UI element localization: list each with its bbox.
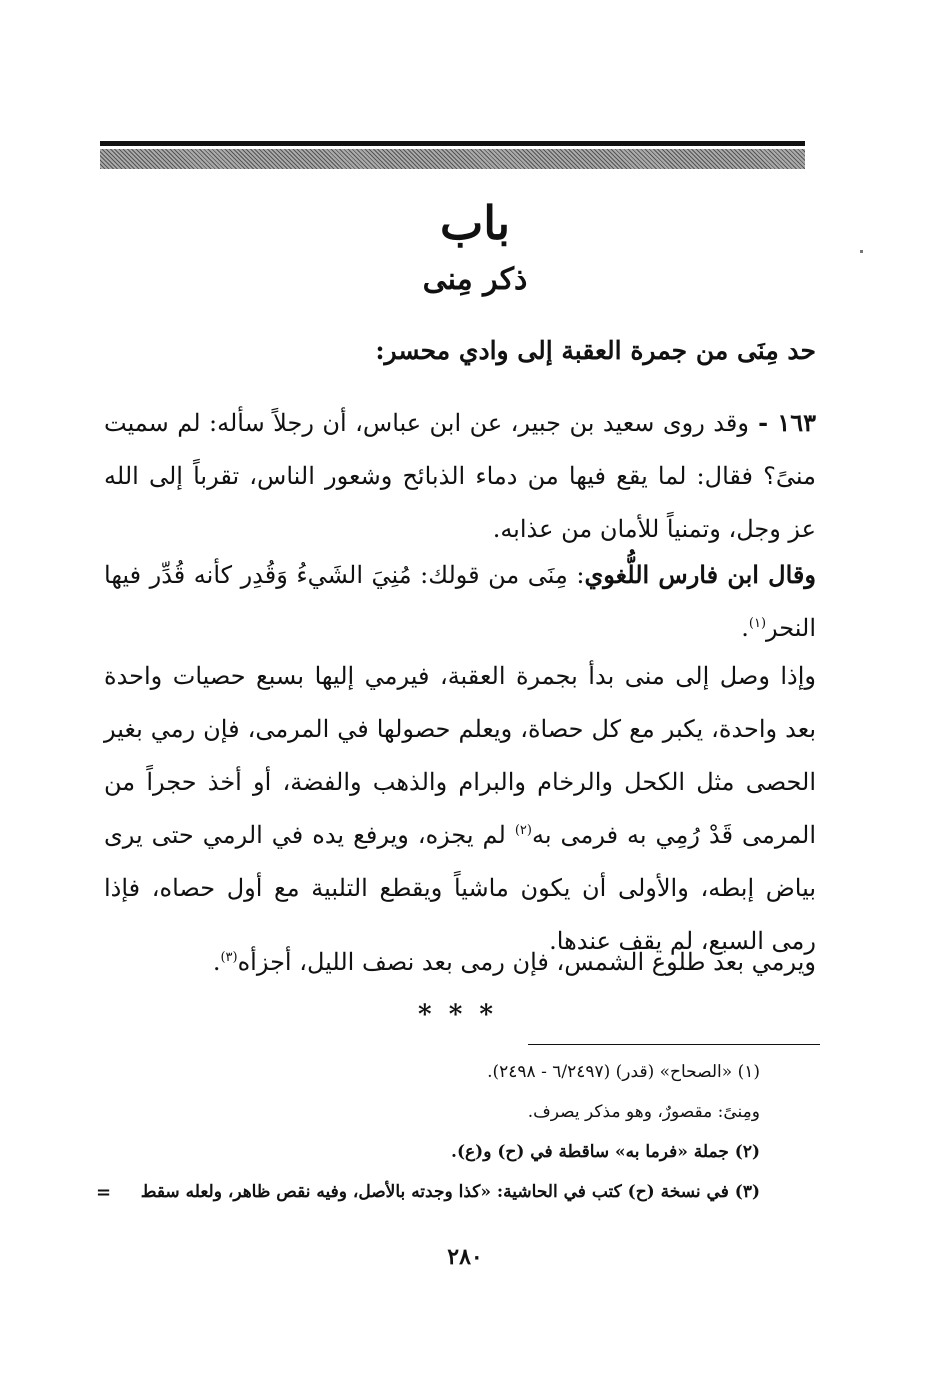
paragraph-end: . <box>212 948 221 976</box>
paragraph-text: وقد روى سعيد بن جبير، عن ابن عباس، أن رجلاً سأله: لم سميت منىً؟ فقال: لما يقع فيها من دماء الذبائح وشعور الناس، تقرباً إلى الله عز وجل، وتمنياً للأمان من عذابه. <box>104 409 816 543</box>
footnote-2: (٢) جملة «فرما به» ساقطة في (ح) و(ع). <box>451 1142 760 1162</box>
paragraph-163 <box>104 396 846 556</box>
chapter-title: باب <box>439 196 511 250</box>
footnote-ref: (٣) <box>220 950 238 965</box>
paragraph-ibn-faris <box>104 548 846 655</box>
scan-speck <box>860 250 863 253</box>
paragraph-sunrise <box>104 936 846 989</box>
section-title: حد مِنَى من جمرة العقبة إلى وادي محسر: <box>375 336 816 365</box>
paragraph-text-cont: لم يجزه، ويرفع يده في الرمي حتى يرى بياض إبطه، والأولى أن يكون ماشياً ويقطع التلبية مع أول حصاه، فإذا رمى السبع، لم يقف عندها. <box>104 821 816 955</box>
paragraph-text: ويرمي بعد طلوع الشمس، فإن رمى بعد نصف الليل، أجزأه <box>237 948 816 976</box>
paragraph-text: : مِنَى من قولك: مُنِيَ الشَيءُ وَقُدِر كأنه قُدِّر فيها النحر <box>104 561 816 642</box>
paragraph-jamrah <box>104 650 846 968</box>
header-rule-solid <box>100 141 805 146</box>
header-rule-hatched <box>100 149 805 169</box>
footnote-1-continued: ومِنىً: مقصورٌ، وهو مذكر يصرف. <box>527 1102 760 1122</box>
footnote-ref: (١) <box>748 616 767 631</box>
section-separator: * * * <box>418 1000 497 1030</box>
paragraph-end: . <box>741 614 749 642</box>
footnote-1: (١) «الصحاح» (قدر) (٦/٢٤٩٧ - ٢٤٩٨). <box>487 1062 760 1082</box>
hadith-number: ١٦٣ - <box>748 408 817 437</box>
author-name: وقال ابن فارس اللُّغوي <box>584 560 816 589</box>
footnote-ref: (٢) <box>514 823 532 838</box>
footnote-continuation-mark: = <box>96 1182 112 1203</box>
page-number: ٢٨٠ <box>447 1244 483 1270</box>
footnote-rule <box>528 1044 820 1045</box>
paragraph-text: وإذا وصل إلى منى بدأ بجمرة العقبة، فيرمي إليها بسبع حصيات واحدة بعد واحدة، يكبر مع كل حصاة، ويعلم حصولها في المرمى، فإن رمي بغير الحصى مثل الكحل والرخام والبرام والذهب والفضة، أو أخذ حجراً من المرمى قَدْ رُمِي به فرمى به <box>104 662 817 849</box>
chapter-subtitle: ذكر مِنى <box>422 262 528 297</box>
footnote-3: (٣) في نسخة (ح) كتب في الحاشية: «كذا وجدته بالأصل، وفيه نقص ظاهر، ولعله سقط <box>140 1182 760 1202</box>
